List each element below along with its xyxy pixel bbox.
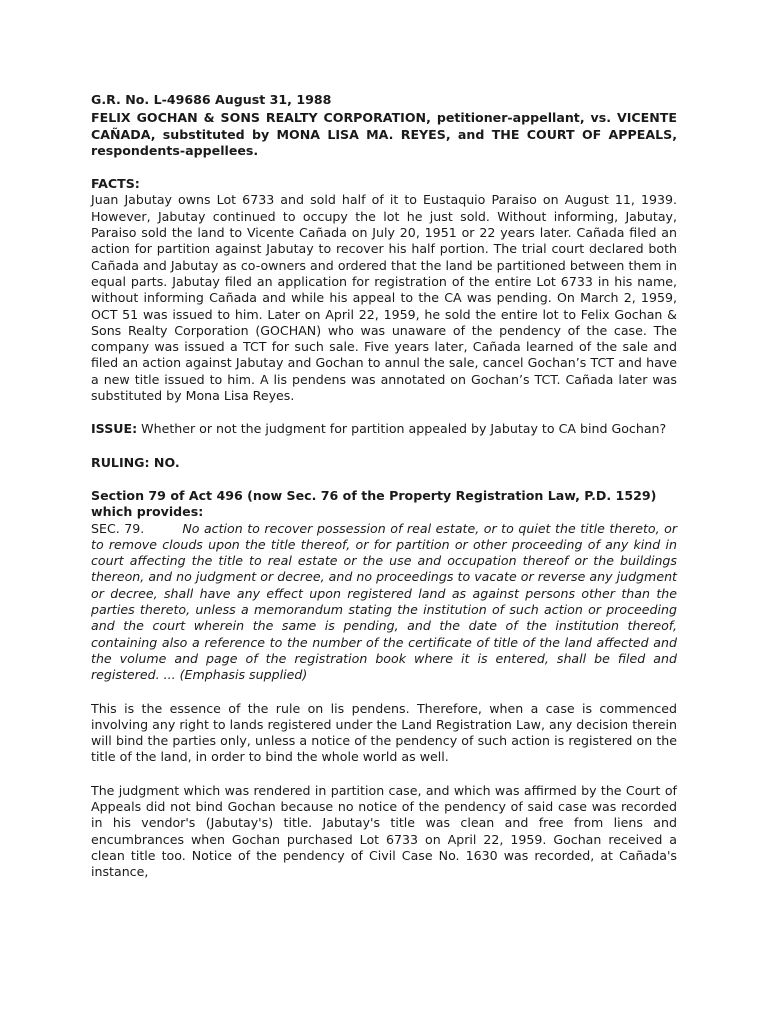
case-number: G.R. No. L-49686 August 31, 1988 [91,92,332,107]
facts-heading: FACTS: [91,176,140,192]
statute-quote [91,521,677,684]
section-heading: Section 79 of Act 496 (now Sec. 76 of the Property Registration Law, P.D. 1529) which provides: [91,487,657,520]
issue-text: Whether or not the judgment for partition appealed by Jabutay to CA bind Gochan? [137,421,667,437]
ruling: RULING: NO. [91,454,180,470]
facts-text: Juan Jabutay owns Lot 6733 and sold half of it to Eustaquio Paraiso on August 11, 1939. However, Jabutay continued to occupy the lot he just sold. Without informing, Jabutay, Paraiso sold the land to Vicente Cañada on July 20, 1951 or 22 years later. Cañada filed an action for partition against Jabutay to recover his half portion. The trial court declared both Cañada and Jabutay as co-owners and ordered that the land be partitioned between them in equal parts. Jabutay filed an application for registration of the entire Lot 6733 in his name, without informing Cañada and while his appeal to the CA was pending. On March 2, 1959, OCT 51 was issued to him. Later on April 22, 1959, he sold the entire lot to Felix Gochan & Sons Realty Corporation (GOCHAN) who was unaware of the pendency of the case. The company was issued a TCT for such sale. Five years later, Cañada learned of the sale and filed an action against Jabutay and Gochan to annul the sale, cancel Gochan’s TCT and have a new title issued to him. A lis pendens was annotated on Gochan’s TCT. Cañada later was substituted by Mona Lisa Reyes. [91,192,677,404]
case-parties: FELIX GOCHAN & SONS REALTY CORPORATION, petitioner-appellant, vs. VICENTE CAÑADA, substituted by MONA LISA MA. REYES, and THE COURT OF APPEALS, respondents-appellees. [91,110,677,158]
lis-pendens-paragraph: This is the essence of the rule on lis pendens. Therefore, when a case is commenced involving any right to lands registered under the Land Registration Law, any decision therein will bind the parties only, unless a notice of the pendency of such action is registered on the title of the land, in order to bind the whole world as well. [91,700,677,765]
statute-text: No action to recover possession of real estate, or to quiet the title thereto, or to remove clouds upon the title thereof, or for partition or other proceeding of any kind in court affecting the title to real estate or the use and occupation thereof or the buildings thereon, and no judgment or decree, and no proceedings to vacate or reverse any judgment or decree, shall have any effect upon registered land as against persons other than the parties thereto, unless a memorandum stating the institution of such action or proceeding and the court wherein the same is pending, and the date of the institution thereof, containing also a reference to the number of the certificate of title of the land affected and the volume and page of the registration book where it is entered, shall be filed and registered. ... (Emphasis supplied) [91,520,677,683]
issue-paragraph [91,421,677,437]
issue-label: ISSUE: [91,421,138,437]
statute-label: SEC. 79. [91,520,145,536]
judgment-paragraph: The judgment which was rendered in partition case, and which was affirmed by the Court of Appeals did not bind Gochan because no notice of the pendency of said case was recorded in his vendor's (Jabutay's) title. Jabutay's title was clean and free from liens and encumbrances when Gochan purchased Lot 6733 on April 22, 1959. Gochan received a clean title too. Notice of the pendency of Civil Case No. 1630 was recorded, at Cañada's instance, [91,782,677,880]
